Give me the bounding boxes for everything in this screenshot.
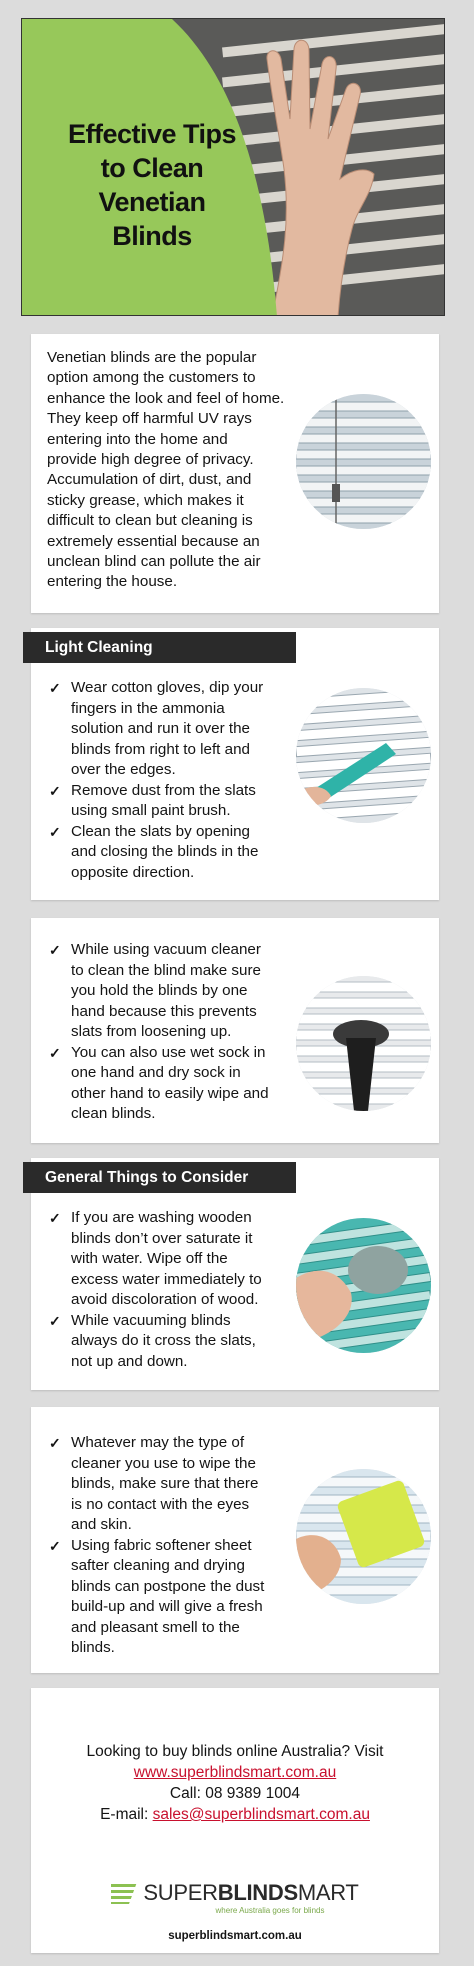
intro-card — [31, 334, 439, 613]
footer-website-row — [31, 1762, 439, 1783]
checkmark-icon: ✓ — [49, 1537, 61, 1554]
list-item: ✓ Clean the slats by opening and closing the blinds in the opposite direction. — [49, 822, 259, 881]
light-cleaning-list — [49, 678, 294, 883]
light-cleaning-heading: Light Cleaning — [23, 632, 296, 663]
cleaner-tips-card — [31, 1407, 439, 1673]
checkmark-icon: ✓ — [49, 782, 61, 799]
footer-site-url: superblindsmart.com.au — [168, 1930, 302, 1942]
logo-tagline: where Australia goes for blinds — [215, 1906, 325, 1915]
footer-card — [31, 1688, 439, 1953]
list-item: ✓ Remove dust from the slats using small paint brush. — [49, 781, 256, 819]
sponge-circle-image — [296, 1218, 431, 1353]
checkmark-icon: ✓ — [49, 1312, 61, 1329]
checkmark-icon: ✓ — [49, 1044, 61, 1061]
general-tips-list — [49, 1208, 299, 1372]
website-link[interactable]: www.superblindsmart.com.au — [133, 1764, 337, 1781]
email-label: E-mail: — [100, 1806, 153, 1823]
list-item: ✓ Wear cotton gloves, dip your fingers in the ammonia solution and run it over the blinds from right to left and over the edges. — [49, 679, 264, 778]
checkmark-icon: ✓ — [49, 1435, 61, 1451]
hero-banner — [21, 18, 445, 316]
vacuum-circle-image — [296, 976, 431, 1111]
logo-super: SUPER — [143, 1880, 218, 1905]
vacuum-tips-list — [49, 940, 299, 1125]
list-item: ✓ While vacuuming blinds always do it cross the slats, not up and down. — [49, 1311, 256, 1370]
list-item: ✓ If you are washing wooden blinds don’t over saturate it with water. Wipe off the excess water immediately to avoid discoloration of wood. — [49, 1209, 262, 1308]
cleaner-tips-list — [49, 1433, 294, 1659]
logo-mart: MART — [297, 1880, 359, 1905]
footer-phone: Call: 08 9389 1004 — [169, 1785, 301, 1802]
checkmark-icon: ✓ — [49, 680, 61, 696]
general-things-heading: General Things to Consider — [23, 1162, 296, 1193]
list-item: ✓ You can also use wet sock in one hand and dry sock in other hand to easily wipe and clean blinds. — [49, 1043, 269, 1122]
checkmark-icon: ✓ — [49, 942, 61, 958]
blinds-circle-image — [296, 394, 431, 529]
list-item: ✓ While using vacuum cleaner to clean the blind make sure you hold the blinds by one hand because this prevents slats from loosening up. — [49, 941, 261, 1040]
intro-paragraph: Venetian blinds are the popular option among the customers to enhance the look and feel of home. They keep off harmful UV rays entering into the home and provide high degree of privacy. Accumulation of dirt, dust, and sticky grease, which makes it difficult to clean but cleaning is extremely essential because an unclean blind can pollute the air entering the house. — [47, 349, 285, 591]
logo-blinds: BLINDS — [217, 1880, 298, 1905]
logo-blinds-icon — [111, 1882, 137, 1904]
email-link[interactable]: sales@superblindsmart.com.au — [152, 1806, 370, 1823]
hero-title: Effective Tips to Clean Venetian Blinds — [67, 119, 237, 251]
vacuum-tips-card — [31, 918, 439, 1143]
footer-cta-text: Looking to buy blinds online Australia? Visit — [86, 1743, 384, 1760]
brush-cleaning-circle-image — [296, 688, 431, 823]
checkmark-icon: ✓ — [49, 823, 61, 840]
duster-circle-image — [296, 1469, 431, 1604]
footer-email-row — [31, 1804, 439, 1825]
logo-wordmark — [143, 1880, 358, 1906]
list-item: ✓ Whatever may the type of cleaner you use to wipe the blinds, make sure that there is no contact with the eyes and skin. — [49, 1434, 259, 1533]
brand-logo — [31, 1878, 439, 1908]
checkmark-icon: ✓ — [49, 1210, 61, 1226]
light-cleaning-card — [31, 628, 439, 900]
list-item: ✓ Using fabric softener sheet safter cleaning and drying blinds can postpone the dust build-up and will give a fresh and pleasant smell to the blinds. — [49, 1536, 265, 1656]
